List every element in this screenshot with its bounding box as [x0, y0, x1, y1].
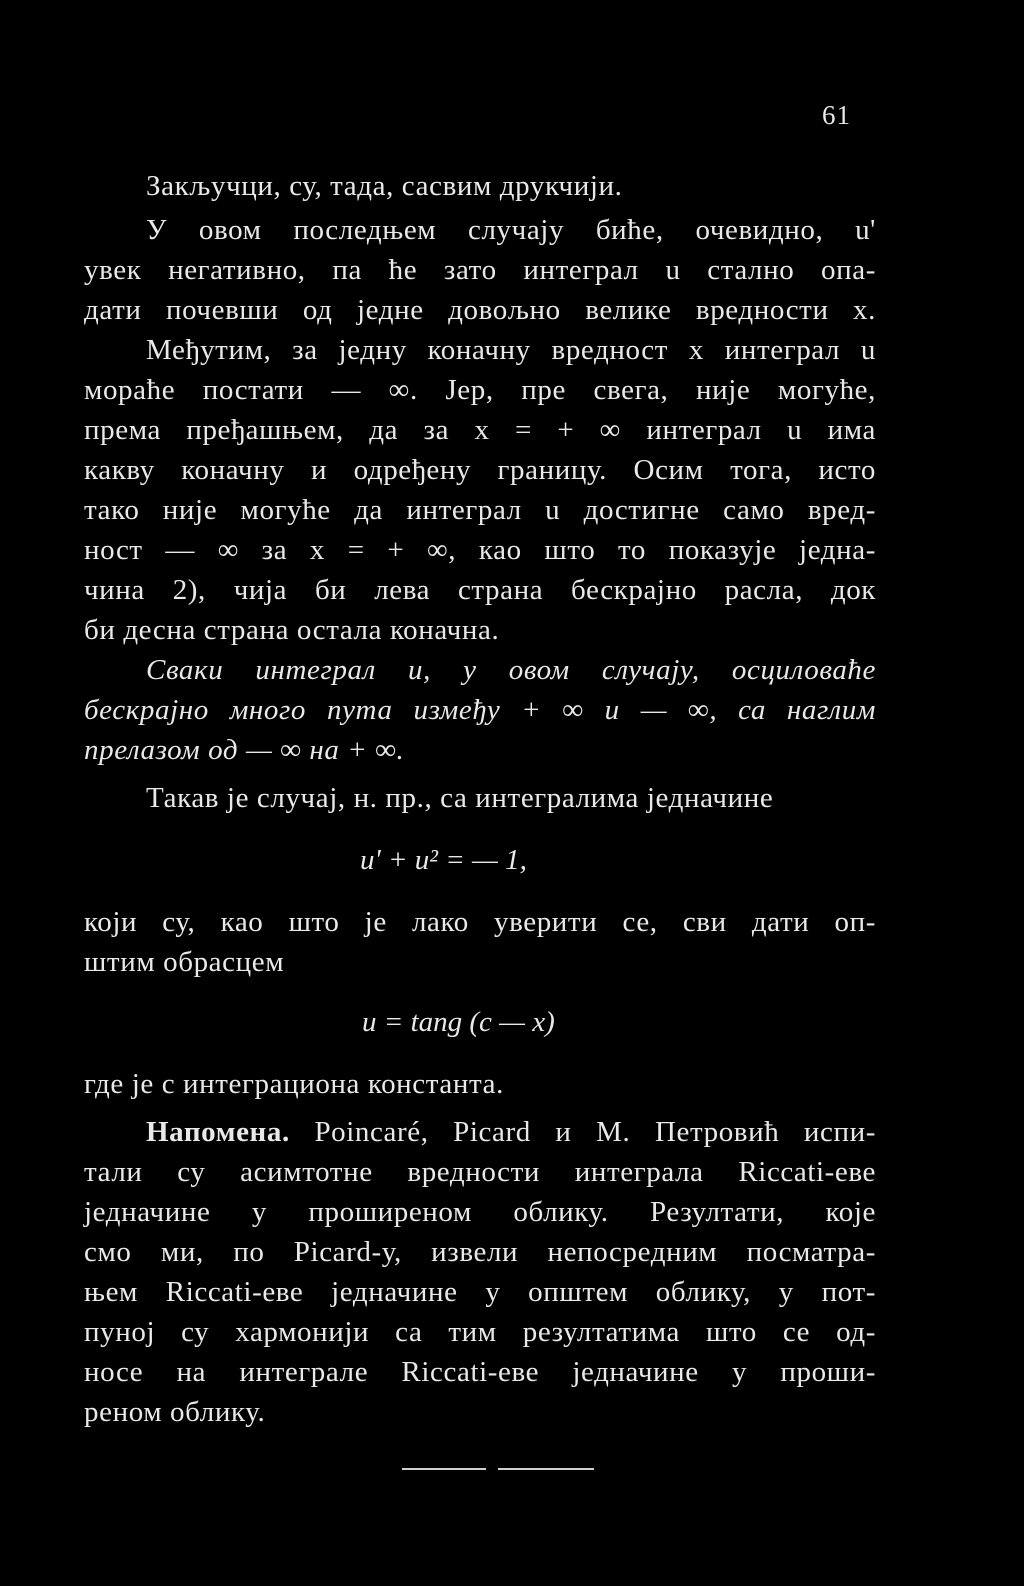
closing-rule-right	[498, 1468, 594, 1470]
equation-solution: u = tang (c — x)	[362, 1006, 555, 1038]
closing-rule-left	[402, 1468, 486, 1470]
note-line: смо ми, по Picard-у, извели непосредним посматра-	[84, 1236, 876, 1268]
paragraph-line: Такав је случај, н. пр., са интегралима једначине	[146, 782, 774, 814]
paragraph-line: увек негативно, па ће зато интеграл u стално опа-	[84, 254, 876, 286]
theorem-line: бескрајно много пута између + ∞ и — ∞, са наглим	[84, 694, 876, 726]
paragraph-line: штим обрасцем	[84, 946, 285, 978]
paragraph-line: тако није могуће да интеграл u достигне само вред-	[84, 494, 876, 526]
paragraph-line: према пређашњем, да за x = + ∞ интеграл u има	[84, 414, 876, 446]
paragraph-line: У овом последњем случају биће, очевидно, u'	[146, 214, 876, 246]
paragraph-line: где је c интеграциона константа.	[84, 1068, 504, 1100]
note-line: носе на интеграле Riccati-еве једначине у проши-	[84, 1356, 876, 1388]
theorem-line: Сваки интеграл u, у овом случају, осциловаће	[146, 654, 876, 686]
equation-riccati: u' + u² = — 1,	[360, 844, 527, 876]
paragraph-line: би десна страна остала коначна.	[84, 614, 500, 646]
note-line: њем Riccati-еве једначине у општем облику, у пот-	[84, 1276, 876, 1308]
note-first-line	[146, 1112, 876, 1152]
paragraph-line: који су, као што је лако уверити се, сви дати оп-	[84, 906, 876, 938]
note-first-line-text: Poincaré, Picard и M. Петровић испи-	[314, 1116, 877, 1148]
paragraph-line: дати почевши од једне довољно велике вредности x.	[84, 294, 876, 326]
theorem-line: прелазом од — ∞ на + ∞.	[84, 734, 405, 766]
paragraph-line: ност — ∞ за x = + ∞, као што то показује једна-	[84, 534, 876, 566]
note-line: тали су асимтотне вредности интеграла Riccati-еве	[84, 1156, 876, 1188]
paragraph-line: мораће постати — ∞. Јер, пре свега, није могуће,	[84, 374, 876, 406]
paragraph-line: Међутим, за једну коначну вредност x интеграл u	[146, 334, 876, 366]
paragraph-line: чина 2), чија би лева страна бескрајно расла, док	[84, 574, 876, 606]
note-line: једначине у проширеном облику. Резултати, које	[84, 1196, 876, 1228]
note-line: реном облику.	[84, 1396, 266, 1428]
paragraph-line: Закључци, су, тада, сасвим друкчији.	[146, 170, 623, 202]
paragraph-line: какву коначну и одређену границу. Осим тога, исто	[84, 454, 876, 486]
page-number: 61	[822, 100, 851, 130]
note-line: пуној су хармонији са тим резултатима што се од-	[84, 1316, 876, 1348]
note-label: Напомена.	[146, 1116, 290, 1148]
